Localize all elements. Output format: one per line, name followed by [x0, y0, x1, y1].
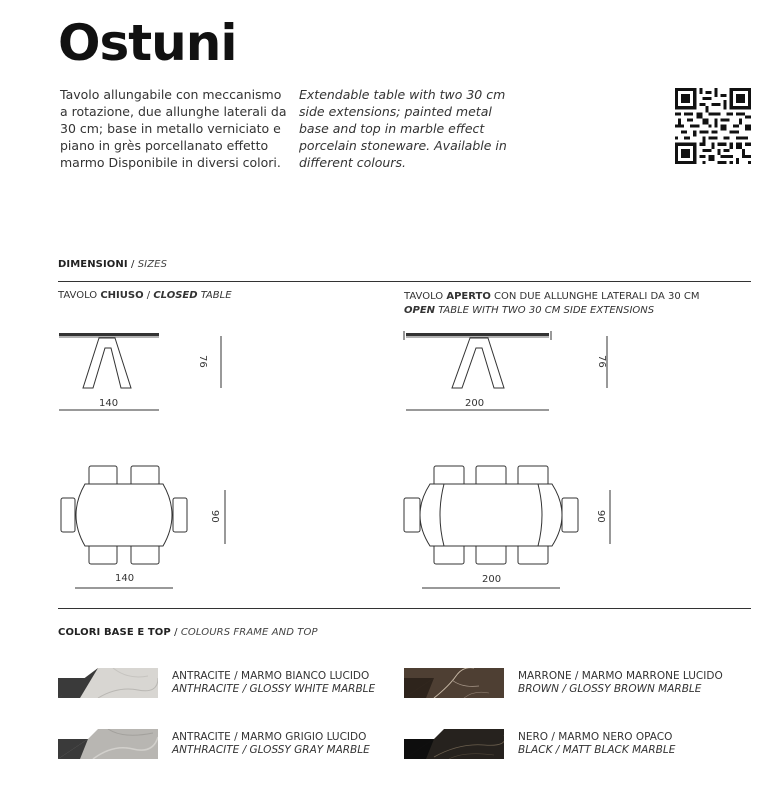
colour-item-3-it: ANTRACITE / MARMO GRIGIO LUCIDO — [172, 731, 367, 743]
dimensions-label-en: SIZES — [137, 259, 168, 270]
open-depth-value: 90 — [595, 510, 606, 523]
closed-plan-width-value: 140 — [115, 573, 135, 584]
qr-code-icon[interactable] — [675, 88, 751, 164]
swatch-anthracite-gray-marble[interactable] — [58, 729, 158, 759]
dimensions-separator: / — [127, 259, 138, 270]
dimensions-divider — [58, 281, 751, 282]
colour-item-1-it: ANTRACITE / MARMO BIANCO LUCIDO — [172, 670, 370, 682]
open-table-label — [404, 290, 700, 318]
open-table-plan — [400, 462, 615, 592]
open-suffix-it: CON DUE ALLUNGHE LATERALI DA 30 CM — [490, 291, 700, 302]
closed-suffix: TABLE — [197, 290, 232, 301]
colours-label-en: COLOURS FRAME AND TOP — [180, 627, 318, 638]
colour-item-3-en: ANTHRACITE / GLOSSY GRAY MARBLE — [172, 744, 370, 756]
colour-item-4-en: BLACK / MATT BLACK MARBLE — [518, 744, 676, 756]
open-state-en: OPEN — [404, 305, 436, 316]
closed-depth-value: 90 — [209, 510, 220, 523]
description-italian: Tavolo allungabile con meccanismo a rotazione, due allunghe laterali da 30 cm; base in metallo verniciato e piano in grès porcellanato effetto marmo Disponibile in diversi colori. — [60, 87, 287, 170]
open-height-value: 76 — [596, 355, 607, 368]
open-table-elevation — [400, 328, 615, 418]
colours-heading — [58, 627, 318, 638]
colour-item-2 — [518, 670, 723, 696]
dimensions-heading — [58, 259, 167, 270]
closed-width-value: 140 — [99, 398, 119, 409]
colour-item-1-en: ANTHRACITE / GLOSSY WHITE MARBLE — [172, 683, 376, 695]
open-plan-width-value: 200 — [482, 574, 502, 585]
open-width-value: 200 — [465, 398, 485, 409]
colour-item-2-it: MARRONE / MARMO MARRONE LUCIDO — [518, 670, 723, 682]
open-prefix: TAVOLO — [404, 291, 447, 302]
colour-item-3 — [172, 731, 370, 757]
colour-item-4-it: NERO / MARMO NERO OPACO — [518, 731, 673, 743]
description-english: Extendable table with two 30 cm side extensions; painted metal base and top in marble effect porcelain stoneware. Available in different colours. — [299, 87, 507, 170]
swatch-black-black-marble[interactable] — [404, 729, 504, 759]
dimensions-label-it: DIMENSIONI — [58, 259, 128, 270]
closed-table-elevation — [55, 328, 225, 418]
closed-height-value: 76 — [197, 355, 208, 368]
closed-state-it: CHIUSO — [100, 290, 144, 301]
closed-prefix: TAVOLO — [58, 290, 101, 301]
open-state-it: APERTO — [446, 291, 491, 302]
open-suffix-en: TABLE WITH TWO 30 CM SIDE EXTENSIONS — [435, 305, 655, 316]
closed-sep: / — [143, 290, 154, 301]
swatch-anthracite-white-marble[interactable] — [58, 668, 158, 698]
closed-table-label — [58, 290, 232, 301]
colours-divider — [58, 608, 751, 609]
product-title: Ostuni — [58, 14, 237, 72]
colour-item-4 — [518, 731, 675, 757]
colour-item-2-en: BROWN / GLOSSY BROWN MARBLE — [518, 683, 702, 695]
closed-state-en: CLOSED — [153, 290, 198, 301]
closed-table-plan — [55, 462, 245, 592]
swatch-brown-brown-marble[interactable] — [404, 668, 504, 698]
colour-item-1 — [172, 670, 375, 696]
colours-separator: / — [170, 627, 181, 638]
colours-label-it: COLORI BASE E TOP — [58, 627, 171, 638]
